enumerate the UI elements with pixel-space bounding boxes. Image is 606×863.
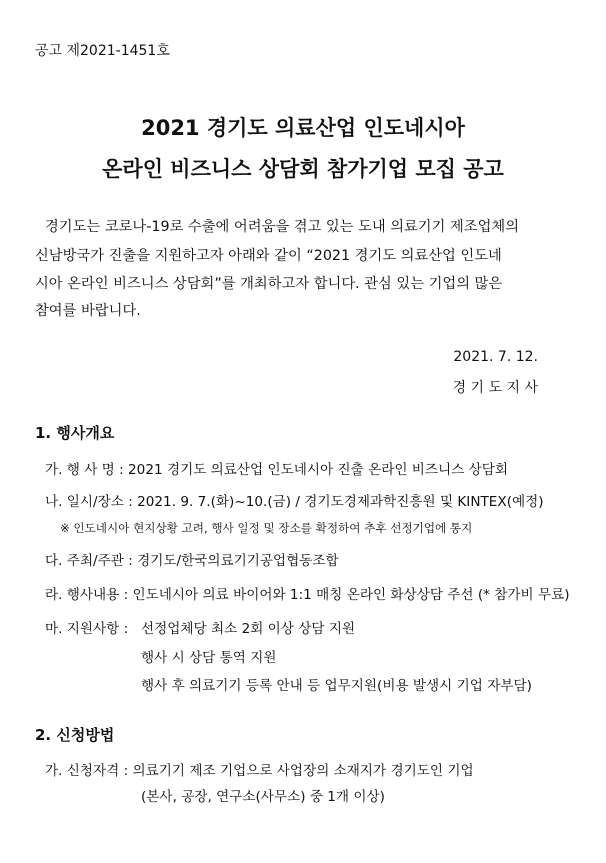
content-row: 라. 행사내용 : 인도네시아 의료 바이어와 1:1 매칭 온라인 화상상담 주선 (* 참가비 무료) [45, 587, 570, 603]
intro-line: 신남방국가 진출을 지원하고자 아래와 같이 “2021 경기도 의료산업 인도네 [35, 248, 502, 264]
title-line-2: 온라인 비즈니스 상담회 참가기업 모집 공고 [102, 157, 504, 181]
event-name-row: 가. 행 사 명 : 2021 경기도 의료산업 인도네시아 진출 온라인 비즈니스 상담회 [45, 462, 509, 478]
schedule-row: 나. 일시/장소 : 2021. 9. 7.(화)~10.(금) / 경기도경제과학진흥원 및 KINTEX(예정) [45, 494, 544, 510]
schedule-note: ※ 인도네시아 현지상황 고려, 행사 일정 및 장소를 확정하여 추후 선정기업에 통지 [60, 521, 473, 535]
support-item: 행사 후 의료기기 등록 안내 등 업무지원(비용 발생시 기업 자부담) [141, 678, 532, 694]
support-item: 선정업체당 최소 2회 이상 상담 지원 [141, 621, 356, 637]
support-label: 마. 지원사항 : [45, 621, 129, 637]
title-line-1: 2021 경기도 의료산업 인도네시아 [141, 116, 465, 140]
organizer-row: 다. 주최/주관 : 경기도/한국의료기기공업협동조합 [45, 553, 339, 569]
issuer-name: 경 기 도 지 사 [452, 380, 538, 396]
intro-line: 경기도는 코로나-19로 수출에 어려움을 겪고 있는 도내 의료기기 제조업체의 [45, 219, 520, 235]
notice-number: 공고 제2021-1451호 [35, 43, 170, 59]
intro-line: 시아 온라인 비즈니스 상담회”를 개최하고자 합니다. 관심 있는 기업의 많은 [35, 276, 503, 292]
support-item: 행사 시 상담 통역 지원 [141, 650, 277, 666]
notice-date: 2021. 7. 12. [453, 349, 538, 365]
eligibility-detail: (본사, 공장, 연구소(사무소) 중 1개 이상) [141, 789, 385, 805]
section-1-heading: 1. 행사개요 [35, 424, 115, 442]
intro-line: 참여를 바랍니다. [35, 303, 141, 319]
eligibility-row: 가. 신청자격 : 의료기기 제조 기업으로 사업장의 소재지가 경기도인 기업 [45, 763, 474, 779]
section-2-heading: 2. 신청방법 [35, 726, 115, 744]
